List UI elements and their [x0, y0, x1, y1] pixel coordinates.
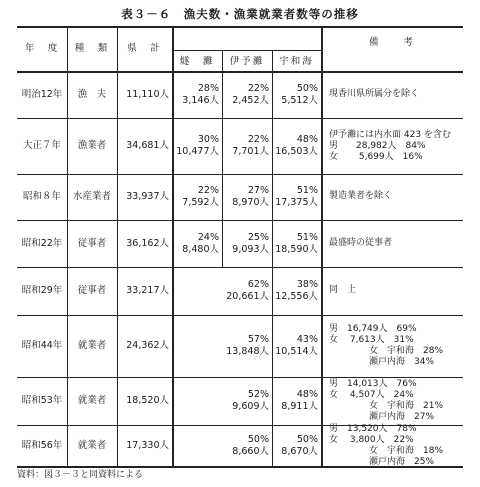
header-county-total: 県 計: [127, 43, 162, 54]
row-iyo-count: 9,093人: [232, 243, 269, 255]
row-remark-line: 女 宇和海 21%: [369, 401, 444, 411]
header-bottom-rule: [17, 71, 463, 73]
row-iyo-percent: 22%: [247, 134, 269, 145]
row-iyo-percent: 27%: [247, 185, 269, 196]
row-type: 就業者: [77, 439, 107, 451]
row-iyo-count: 2,452人: [232, 94, 269, 106]
row-year: 昭和29年: [21, 285, 63, 296]
row-rule: [17, 220, 463, 221]
row-hiuchi-count: 3,146人: [182, 94, 219, 106]
table-top-rule: [17, 26, 463, 28]
row-uwakai-percent: 51%: [296, 185, 318, 196]
row-rule: [17, 377, 463, 378]
row-type: 漁業者: [77, 140, 107, 151]
header-type: 種 類: [74, 43, 110, 54]
row-hiuchi-iyo-count: 8,660人: [232, 445, 269, 457]
row-hiuchi-percent: 28%: [197, 82, 219, 94]
row-remark-line: 男 14,013人 76%: [329, 379, 417, 389]
row-uwakai-count: 16,503人: [275, 146, 318, 157]
row-remark-line: 女 3,800人 22%: [329, 434, 414, 445]
table-title: 表３－６ 漁夫数・漁業就業者数等の推移: [121, 7, 359, 21]
row-total: 33,937人: [126, 191, 169, 202]
row-remark-line: 瀬戸内海 27%: [369, 412, 435, 422]
row-year: 明治12年: [21, 88, 63, 100]
row-uwakai-percent: 48%: [296, 134, 318, 145]
row-remark-line: 同 上: [329, 285, 357, 295]
row-remark-line: 男 16,749人 69%: [329, 324, 417, 334]
row-remark-line: 現香川県所属分を除く: [329, 88, 420, 99]
row-hiuchi-count: 7,592人: [182, 197, 219, 208]
row-type: 漁 夫: [77, 88, 107, 100]
row-hiuchi-iyo-percent: 50%: [247, 433, 269, 445]
row-total: 24,362人: [126, 340, 169, 351]
row-year: 昭和44年: [21, 340, 63, 351]
row-uwakai-percent: 43%: [296, 334, 318, 345]
row-total: 18,520人: [126, 395, 169, 406]
row-uwakai-percent: 38%: [296, 279, 318, 290]
row-uwakai-percent: 48%: [296, 389, 318, 400]
row-uwakai-count: 12,556人: [275, 291, 318, 302]
row-remark-line: 女 7,613人 31%: [329, 335, 414, 345]
row-total: 33,217人: [126, 285, 169, 296]
row-remark-line: 男 13,520人 78%: [329, 423, 417, 434]
row-year: 大正７年: [22, 140, 61, 151]
row-hiuchi-percent: 22%: [197, 185, 219, 196]
row-year: 昭和53年: [21, 395, 63, 406]
row-hiuchi-percent: 24%: [197, 231, 219, 243]
row-total: 36,162人: [126, 237, 169, 249]
row-type: 従事者: [77, 285, 107, 296]
row-type: 従事者: [77, 237, 107, 249]
row-uwakai-percent: 51%: [296, 231, 318, 243]
row-remark-line: 最盛時の従事者: [329, 237, 393, 248]
row-hiuchi-count: 8,480人: [182, 243, 219, 255]
row-hiuchi-iyo-percent: 62%: [247, 279, 269, 290]
row-uwakai-percent: 50%: [296, 433, 318, 445]
row-hiuchi-iyo-count: 20,661人: [226, 291, 269, 302]
header-iyo-nada: 伊予灘: [229, 56, 265, 67]
row-total: 34,681人: [126, 140, 169, 151]
subheader-rule: [172, 50, 321, 51]
header-remarks: 備 考: [368, 37, 415, 48]
row-uwakai-percent: 50%: [296, 82, 318, 94]
source-note: 資料：図３－３と同資料による: [17, 470, 144, 480]
row-total: 11,110人: [126, 88, 169, 100]
row-rule: [17, 118, 463, 119]
row-rule: [17, 315, 463, 316]
row-hiuchi-percent: 30%: [197, 134, 219, 145]
row-remark-line: 女 宇和海 18%: [369, 445, 444, 456]
row-year: 昭和56年: [21, 439, 63, 451]
row-hiuchi-count: 10,477人: [176, 146, 219, 157]
row-uwakai-count: 10,514人: [275, 346, 318, 357]
row-year: 昭和８年: [22, 191, 61, 202]
row-remark-line: 女 5,699人 16%: [329, 151, 423, 162]
row-hiuchi-iyo-count: 9,609人: [232, 401, 269, 412]
row-remark-line: 女 4,507人 24%: [329, 390, 414, 400]
row-uwakai-count: 5,512人: [281, 94, 318, 106]
row-remark-line: 女 宇和海 28%: [369, 346, 444, 356]
row-year: 昭和22年: [21, 237, 63, 249]
row-uwakai-count: 18,590人: [275, 243, 318, 255]
row-remark-line: 瀬戸内海 25%: [369, 456, 435, 467]
row-rule: [17, 174, 463, 175]
column-rule: [321, 26, 323, 466]
row-uwakai-count: 8,670人: [281, 445, 318, 457]
header-uwakai: 宇和海: [279, 56, 314, 67]
row-uwakai-count: 17,375人: [275, 197, 318, 208]
row-hiuchi-iyo-percent: 52%: [247, 389, 269, 400]
row-uwakai-count: 8,911人: [281, 401, 318, 412]
header-hiuchi-nada: 燧 灘: [179, 56, 215, 67]
row-type: 就業者: [77, 395, 107, 406]
row-iyo-count: 7,701人: [232, 146, 269, 157]
row-iyo-percent: 25%: [247, 231, 269, 243]
row-remark-line: 瀬戸内海 34%: [369, 357, 435, 367]
row-type: 就業者: [77, 340, 107, 351]
row-remark-line: 製造業者を除く: [329, 191, 393, 201]
row-remark-line: 伊予灘には内水面 423 を含む: [329, 129, 451, 140]
row-type: 水産業者: [72, 191, 111, 202]
row-hiuchi-iyo-count: 13,848人: [226, 346, 269, 357]
row-rule: [17, 267, 463, 268]
row-remark-line: 男 28,982人 84%: [329, 140, 426, 151]
row-iyo-count: 8,970人: [232, 197, 269, 208]
row-hiuchi-iyo-percent: 57%: [247, 334, 269, 345]
row-iyo-percent: 22%: [247, 82, 269, 94]
row-total: 17,330人: [126, 439, 169, 451]
header-year: 年 度: [24, 43, 60, 54]
